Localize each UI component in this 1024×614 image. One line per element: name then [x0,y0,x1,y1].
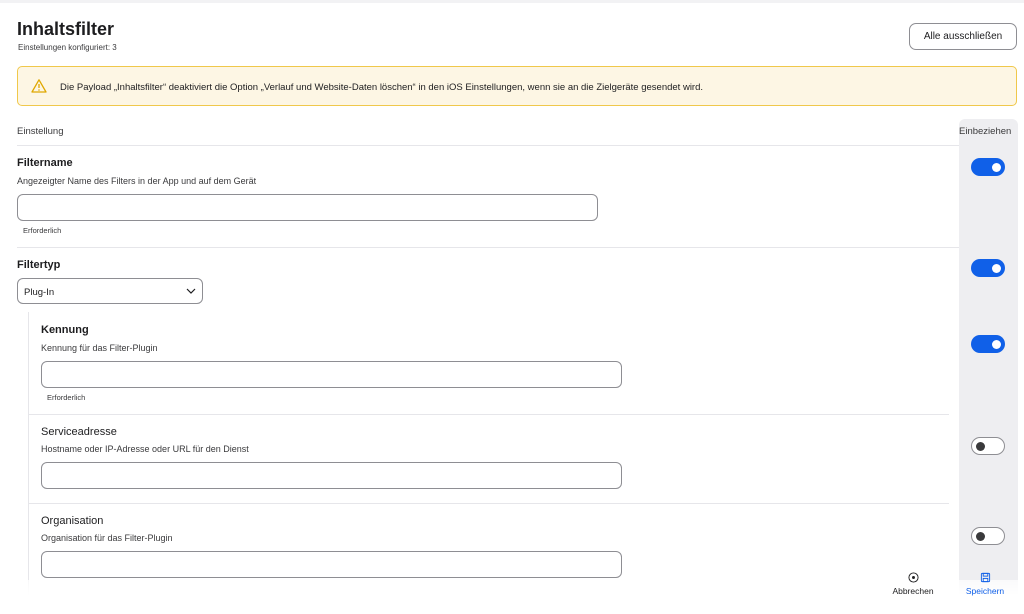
page-title: Inhaltsfilter [17,19,115,39]
setting-label-filtername: Filtername [17,157,73,169]
include-toggle-filtertyp[interactable] [971,259,1005,277]
circle-x-icon [908,572,919,583]
setting-label-serviceadresse: Serviceadresse [41,426,117,438]
serviceadresse-input[interactable] [41,462,622,489]
save-icon [980,572,991,583]
setting-label-kennung: Kennung [41,324,89,336]
required-hint-kennung: Erforderlich [47,393,86,402]
chevron-down-icon [186,287,196,295]
exclude-all-button[interactable]: Alle ausschließen [909,23,1017,50]
filtertyp-select[interactable] [17,278,203,304]
setting-desc-organisation: Organisation für das Filter-Plugin [41,533,173,543]
header-divider [17,145,959,146]
row-divider [29,414,949,415]
toggle-knob [976,532,985,541]
setting-label-filtertyp: Filtertyp [17,259,61,271]
include-toggle-filtername[interactable] [971,158,1005,176]
setting-desc-kennung: Kennung für das Filter-Plugin [41,343,158,353]
footer-bar [0,580,1024,614]
column-header-setting: Einstellung [17,126,64,137]
setting-label-organisation: Organisation [41,515,104,527]
include-toggle-serviceadresse[interactable] [971,437,1005,455]
include-toggle-organisation[interactable] [971,527,1005,545]
column-header-include: Einbeziehen [959,126,1012,137]
filtertyp-selected-value: Plug-In [24,287,55,298]
row-divider [29,503,949,504]
setting-desc-serviceadresse: Hostname oder IP-Adresse oder URL für den Dienst [41,444,249,454]
save-label: Speichern [965,586,1005,596]
warning-banner [17,66,1017,106]
warning-triangle-icon [31,78,47,94]
warning-text: Die Payload „Inhaltsfilter“ deaktiviert die Option „Verlauf und Website-Daten löschen“ in den iOS Einstellungen, wenn sie an die Zielgeräte gesendet wird. [60,82,704,93]
setting-desc-filtername: Angezeigter Name des Filters in der App und auf dem Gerät [17,176,257,186]
nested-indent-line [28,312,29,602]
filtername-input[interactable] [17,194,598,221]
cancel-button[interactable] [886,572,940,596]
row-divider [17,247,959,248]
toggle-knob [992,163,1001,172]
save-button[interactable] [958,572,1012,596]
kennung-input[interactable] [41,361,622,388]
organisation-input[interactable] [41,551,622,578]
toggle-knob [992,264,1001,273]
top-divider [0,0,1024,3]
toggle-knob [976,442,985,451]
settings-count: Einstellungen konfiguriert: 3 [18,43,117,52]
include-toggle-kennung[interactable] [971,335,1005,353]
toggle-knob [992,340,1001,349]
cancel-label: Abbrechen [892,586,934,596]
required-hint-filtername: Erforderlich [23,226,62,235]
